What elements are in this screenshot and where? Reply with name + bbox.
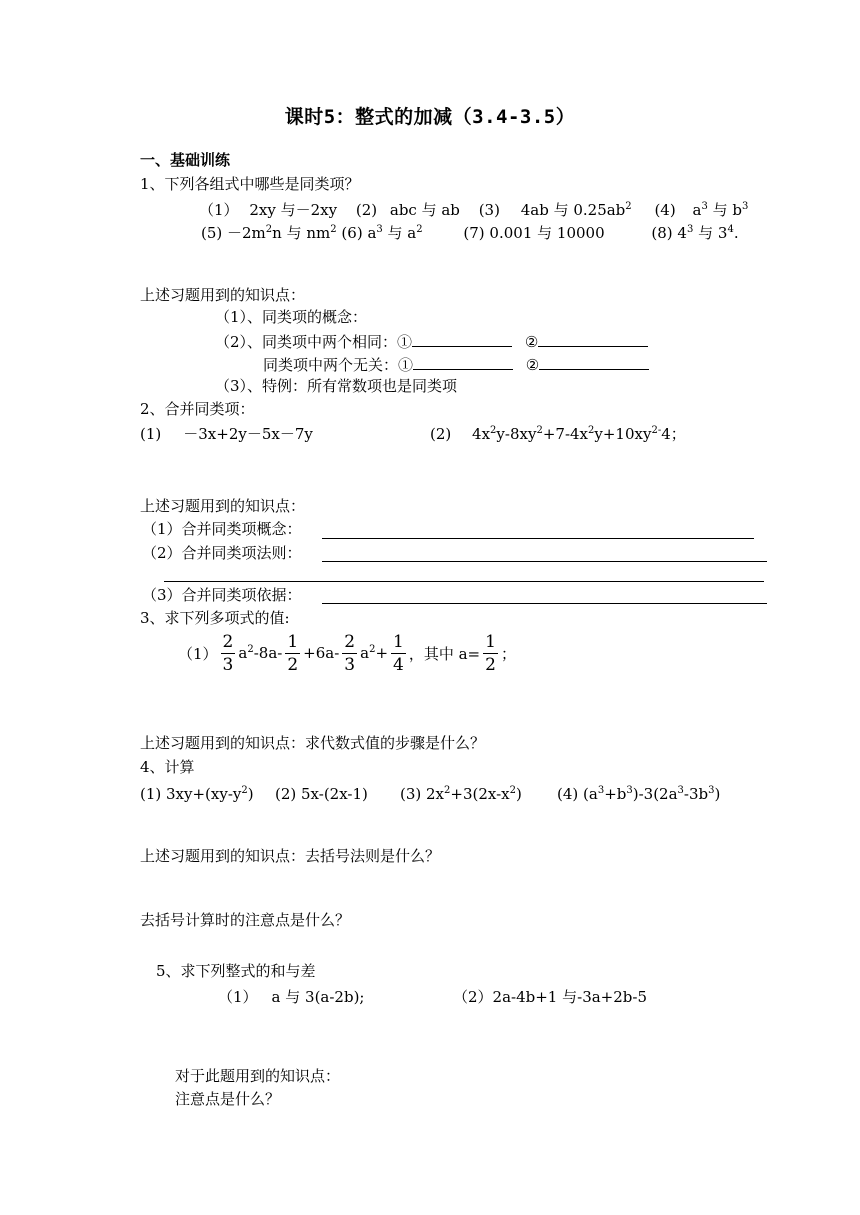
answer-blank[interactable] [413,354,513,370]
q4-note: 去括号计算时的注意点是什么？ [140,911,351,929]
fraction: $\frac{2}{3}$ [222,631,234,675]
answer-line[interactable] [322,537,754,539]
q1-p3-num: (3) [478,201,500,219]
q1-p8: (8) $4^3$ 与 $3^4$. [651,224,739,242]
fraction: $\frac{2}{3}$ [344,631,356,675]
q1-p5: $(5) -2m^2n$ 与 $nm^2$ [201,224,337,242]
q1-knowledge-title: 上述习题用到的知识点： [140,286,306,304]
q1-row1 [199,200,748,220]
fraction: $\frac{1}{2}$ [485,631,496,675]
answer-line[interactable] [322,560,767,562]
q2-p1: (1) －3x+2y－5x－7y [140,425,313,443]
q1-knowledge-3: （3）、特例：所有常数项也是同类项 [215,377,458,395]
q1-p2-num: (2) [355,201,378,219]
q1-p6: (6) $a^3$ 与 $a^2$ [341,224,423,242]
q4-stem: 4、计算 [140,758,195,776]
q3-expression: （1） $\frac{2}{3}$ $a^2-8a-$ $\frac{1}{2}$ +6a- $\frac{2}{3}$ $a^2+$ $\frac{1}{4}$ ，其中 a= $\frac{1}{2}$ ； [178,631,516,675]
answer-blank[interactable] [412,331,512,347]
q2-p2: (2) $4x^2y-8xy^2+7-4x^2y+10xy^{2-}4$； [430,425,686,443]
q4-p4: (4) $(a^3+b^3)-3(2a^3-3b^3)$ [557,785,721,803]
q2-knowledge-title: 上述习题用到的知识点： [140,497,306,515]
q2-knowledge-1: （1）合并同类项概念： [142,520,302,538]
q2-stem: 2、合并同类项： [140,400,255,418]
q5-stem: 5、求下列整式的和与差 [156,962,316,980]
q1-stem: 1、下列各组式中哪些是同类项？ [140,175,360,193]
answer-line[interactable] [164,580,764,582]
q5-p2: （2）2a-4b+1 与-3a+2b-5 [453,988,648,1006]
fraction: $\frac{1}{4}$ [393,631,404,675]
answer-blank[interactable] [538,331,648,347]
q4-knowledge: 上述习题用到的知识点：去括号法则是什么？ [140,847,441,865]
answer-blank[interactable] [539,354,649,370]
q1-row2 [201,223,739,243]
q4-p2: (2) 5x-(2x-1) [275,785,368,803]
q4-p3: (3) $2x^2+3(2x-x^2)$ [400,785,522,803]
q1-p4-num: (4) [654,201,676,219]
q2-knowledge-2: （2）合并同类项法则： [142,544,302,562]
q1-p1: 2xy 与－2xy [249,201,338,219]
q1-knowledge-2b: 同类项中两个无关：① ② [263,354,649,375]
q3-knowledge: 上述习题用到的知识点：求代数式值的步骤是什么？ [140,734,486,752]
q1-p2: abc 与 ab [389,201,460,219]
section-heading: 一、基础训练 [140,151,231,169]
q1-p7: (7) 0.001 与 10000 [463,224,605,242]
q3-stem: 3、求下列多项式的值: [140,609,290,627]
q1-p4: $a^3$ 与 $b^3$ [692,201,749,219]
q4-p1: (1) $3xy+(xy-y^2)$ [140,785,254,803]
q2-knowledge-3: （3）合并同类项依据： [142,586,302,604]
q1-p3: 4ab 与 $0.25ab^2$ [520,201,632,219]
page-title: 课时5：整式的加减（3.4-3.5） [284,106,576,128]
q1-knowledge-1: （1）、同类项的概念： [215,308,368,326]
q1-knowledge-2: （2）、同类项中两个相同：① ② [215,331,648,352]
answer-line[interactable] [322,602,767,604]
q5-p1: （1） a 与 3(a-2b); [218,988,365,1006]
fraction: $\frac{1}{2}$ [287,631,299,675]
q5-knowledge: 对于此题用到的知识点： [175,1067,341,1085]
q1-p1-num: （1） [199,201,239,219]
q5-note: 注意点是什么？ [175,1090,281,1108]
